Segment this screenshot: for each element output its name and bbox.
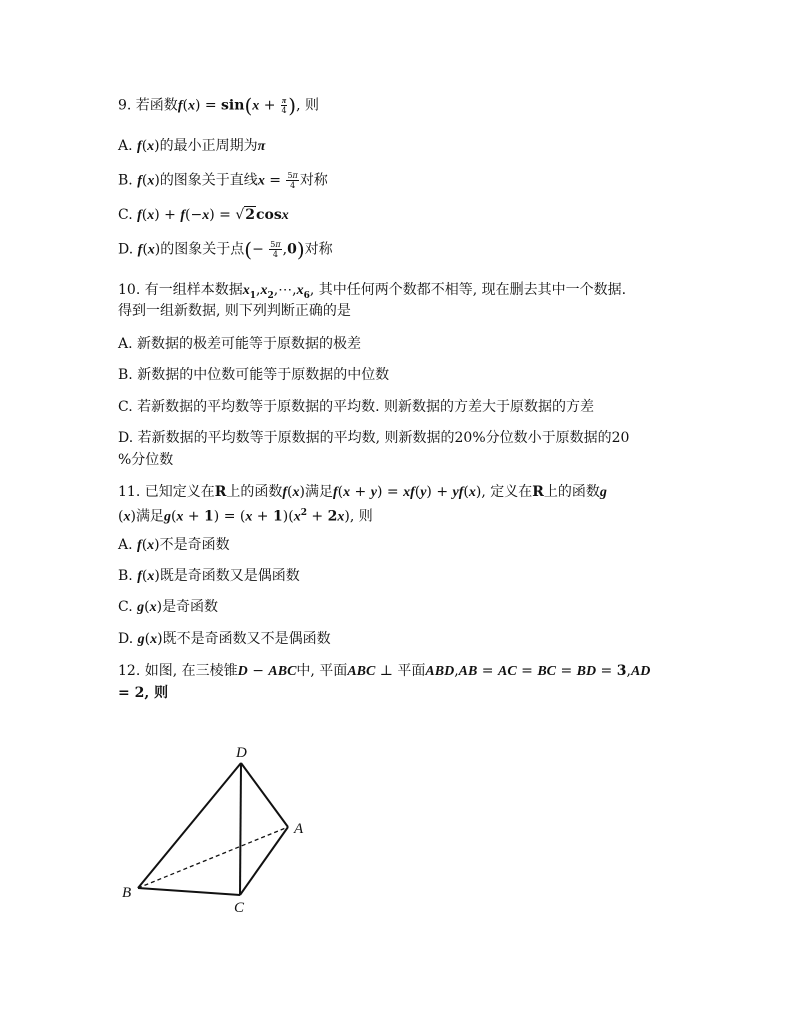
q10-option-d-line1: D. 若新数据的平均数等于原数据的平均数, 则新数据的20%分位数小于原数据的20: [118, 430, 630, 446]
q9-a-text: 的最小正周期为: [159, 138, 258, 154]
q9-b-label: B.: [118, 172, 133, 189]
q11-a-label: A.: [118, 537, 133, 553]
q10-option-a: A. 新数据的极差可能等于原数据的极差: [118, 336, 362, 352]
q12-stem-c: 平面: [397, 663, 426, 679]
q10-option-b: B. 新数据的中位数可能等于原数据的中位数: [118, 367, 390, 383]
edge-db: [138, 763, 241, 888]
q9-option-c: C. f(x) + f(−x) = √2cosx: [118, 207, 289, 223]
vertex-label-a: A: [294, 821, 304, 837]
q10-stem-line2: 得到一组新数据, 则下列判断正确的是: [118, 303, 351, 319]
q11-stem-c: 满足: [304, 484, 333, 500]
q12-stem-line1: 12. 如图, 在三棱锥D − ABC中, 平面ABC ⊥ 平面ABD,AB = AC = BC = BD = 3,AD: [118, 663, 651, 679]
q9-d-label: D.: [118, 241, 134, 258]
q9-stem-text: 9. 若函数: [118, 97, 178, 114]
q11-stem-line2: (x)满足$g(x + 1) = (x + 1)(x^2 + 2x)$, 则: [118, 508, 373, 525]
q10-stem-line1: 10. 有一组样本数据$x_1,x_2,\cdots,x_6$, 其中任何两个数都不相等, 现在删去其中一个数据.: [118, 282, 627, 301]
q9-a-label: A.: [118, 138, 133, 154]
edge-bc: [138, 888, 240, 895]
q11-option-b: B. f(x)既是奇函数又是偶函数: [118, 568, 300, 584]
pyramid-figure: [110, 735, 330, 915]
q12-stem-line2: = 2, 则: [118, 685, 169, 701]
edge-dc: [240, 763, 241, 895]
q11-stem-d: , 定义在: [481, 484, 533, 500]
vertex-label-b: B: [122, 885, 132, 901]
q9-option-b: B. f(x)的图象关于直线x = $\frac{5\pi}{4}$ 对称: [118, 171, 328, 190]
q11-stem-b: 上的函数: [226, 484, 283, 500]
q9-b-end: 对称: [299, 172, 328, 189]
q9-option-a: A. f(x)的最小正周期为π: [118, 138, 266, 154]
q10-option-d-line2: %分位数: [118, 452, 174, 468]
q11-option-c: C. g(x)是奇函数: [118, 599, 219, 615]
q11-b-text: 既是奇函数又是偶函数: [159, 568, 300, 584]
vertex-label-d: D: [236, 745, 247, 761]
q9-d-text: 的图象关于点: [160, 241, 245, 258]
q11-b-label: B.: [118, 568, 133, 584]
q10-option-c: C. 若新数据的平均数等于原数据的平均数. 则新数据的方差大于原数据的方差: [118, 399, 595, 415]
q9-stem: 9. 若函数f(x) = sin(x + $\frac{\pi}{4}$ ), 则: [118, 93, 319, 118]
q12-stem-a: 12. 如图, 在三棱锥: [118, 663, 238, 679]
q10-stem-rest: , 其中任何两个数都不相等, 现在删去其中一个数据.: [309, 282, 627, 298]
q11-option-a: A. f(x)不是奇函数: [118, 537, 230, 553]
q11-line2-end: , 则: [349, 508, 373, 525]
q11-c-text: 是奇函数: [162, 599, 219, 615]
vertex-label-c: C: [234, 900, 245, 915]
q11-d-text: 既不是奇函数又不是偶函数: [162, 631, 331, 647]
edge-da: [241, 763, 288, 827]
q9-stem-end: , 则: [296, 97, 319, 114]
q10-stem-text: 10. 有一组样本数据: [118, 282, 243, 298]
q11-stem-line1: 11. 已知定义在R上的函数f(x)满足f(x + y) = xf(y) + yf(x), 定义在R上的函数g: [118, 484, 607, 500]
q9-b-text: 的图象关于直线: [159, 172, 258, 189]
q11-a-text: 不是奇函数: [159, 537, 230, 553]
q9-d-end: 对称: [304, 241, 333, 258]
q11-stem-a: 11. 已知定义在: [118, 484, 215, 500]
q11-stem-e: 上的函数: [543, 484, 600, 500]
q12-stem-b: 中, 平面: [296, 663, 348, 679]
q11-line2-a: 满足: [135, 508, 164, 525]
q9-c-label: C.: [118, 207, 133, 223]
q11-c-label: C.: [118, 599, 133, 615]
q11-option-d: D. g(x)既不是奇函数又不是偶函数: [118, 631, 331, 647]
q9-option-d: D. f(x)的图象关于点(− $\frac{5\pi}{4}$ ,0)对称: [118, 237, 333, 262]
q11-d-label: D.: [118, 631, 134, 647]
